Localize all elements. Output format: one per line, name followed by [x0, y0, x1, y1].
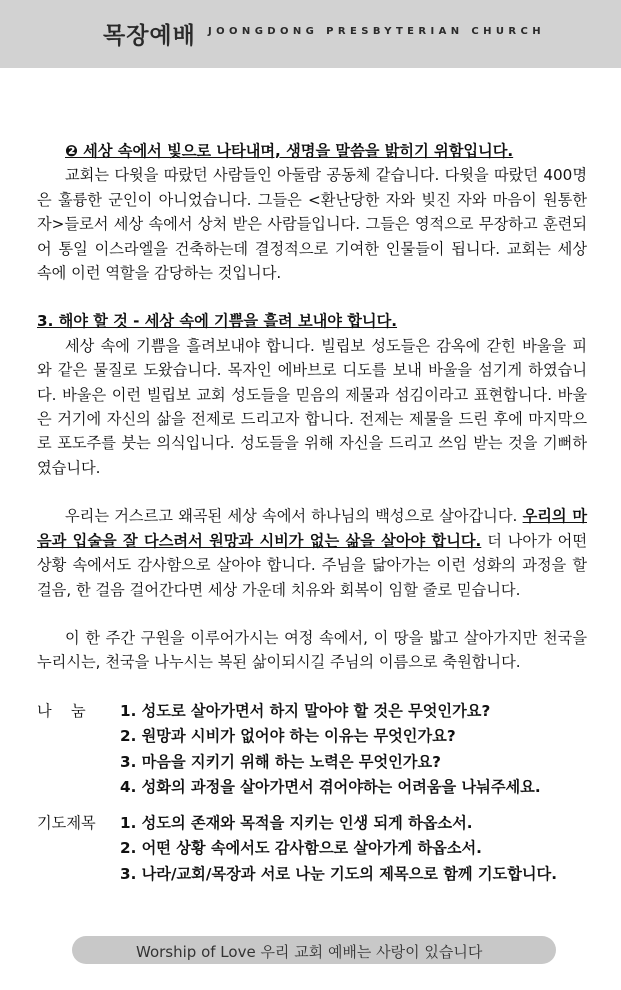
prayer-items: [120, 811, 587, 888]
application-paragraph: [37, 504, 587, 602]
sharing-section: [37, 699, 587, 801]
prayer-item: 2. 어떤 상황 속에서도 감사함으로 살아가게 하옵소서.: [120, 839, 482, 858]
prayer-item: 1. 성도의 존재와 목적을 지키는 인생 되게 하옵소서.: [120, 813, 473, 832]
application-rest: 더 나아가 어떤 상황 속에서도 감사함으로 살아야 합니다. 주님을 닮아가는 이런 성화의 과정을 할 걸음, 한 걸음 걸어간다면 세상 가운데 치유와 회복이 임할 줄로 믿습니다.: [37, 531, 587, 599]
sharing-question: 3. 마음을 지키기 위해 하는 노력은 무엇인가요?: [120, 752, 441, 771]
sharing-question: 2. 원망과 시비가 없어야 하는 이유는 무엇인가요?: [120, 727, 456, 746]
section-3-body: 세상 속에 기쁨을 흘려보내야 합니다. 빌립보 성도들은 감옥에 갇힌 바울을 피와 같은 물질로 도왔습니다. 목자인 에바브로 디도를 보내 바울을 섬기게 하였습니다. 바울은 이런 빌립보 교회 성도들을 믿음의 제물과 섬김이라고 표현합니다. 바울은 거기에 자신의 삶을 전제로 드리고자 합니다. 전제는 제물을 드린 후에 마지막으로 포도주를 붓는 의식입니다. 성도들을 위해 자신을 드리고 쓰임 받는 것을 기뻐하였습니다.: [37, 336, 587, 477]
application-intro: 우리는 거스르고 왜곡된 세상 속에서 하나님의 백성으로 살아갑니다.: [65, 507, 523, 526]
sermon-content: [37, 139, 587, 887]
sharing-label: 나 눔: [37, 701, 86, 720]
sharing-question: 1. 성도로 살아가면서 하지 말아야 할 것은 무엇인가요?: [120, 701, 491, 720]
sharing-question: 4. 성화의 과정을 살아가면서 겪어야하는 어려움을 나눠주세요.: [120, 778, 541, 797]
section-3-heading: 3. 해야 할 것 - 세상 속에 기쁨을 흘려 보내야 합니다.: [37, 312, 398, 331]
prayer-section: [37, 811, 587, 888]
church-name: JOONGDONG PRESBYTERIAN CHURCH: [208, 26, 546, 37]
prayer-item: 3. 나라/교회/목장과 서로 나눈 기도의 제목으로 함께 기도합니다.: [120, 864, 557, 883]
sharing-questions: [120, 699, 587, 801]
footer-slogan: Worship of Love 우리 교회 예배는 사랑이 있습니다: [136, 943, 483, 961]
header-banner: [0, 0, 621, 68]
application-emphasis: 우리의 마음과 입술을 잘 다스려서 원망과 시비가 없는 삶을 살아야 합니다.: [37, 507, 587, 550]
footer-banner: [72, 936, 556, 964]
page-title: 목장예배: [103, 23, 196, 49]
prayer-label: 기도제목: [37, 813, 96, 832]
section-2-heading: ❷ 세상 속에서 빛으로 나타내며, 생명을 말씀을 밝히기 위함입니다.: [65, 142, 514, 160]
section-2-body: 교회는 다윗을 따랐던 사람들인 아둘람 공동체 같습니다. 다윗을 따랐던 400명은 훌륭한 군인이 아니었습니다. 그들은 <환난당한 자와 빚진 자와 마음이 원통한 자>들로서 세상 속에서 상처 받은 사람들입니다. 그들은 영적으로 무장하고 훈련되어 통일 이스라엘을 건축하는데 결정적으로 기여한 인물들이 됩니다. 교회는 세상 속에 이런 역할을 감당하는 것입니다.: [37, 166, 587, 283]
blessing-paragraph: 이 한 주간 구원을 이루어가시는 여정 속에서, 이 땅을 밟고 살아가지만 천국을 누리시는, 천국을 나누시는 복된 삶이되시길 주님의 이름으로 축원합니다.: [37, 628, 587, 672]
